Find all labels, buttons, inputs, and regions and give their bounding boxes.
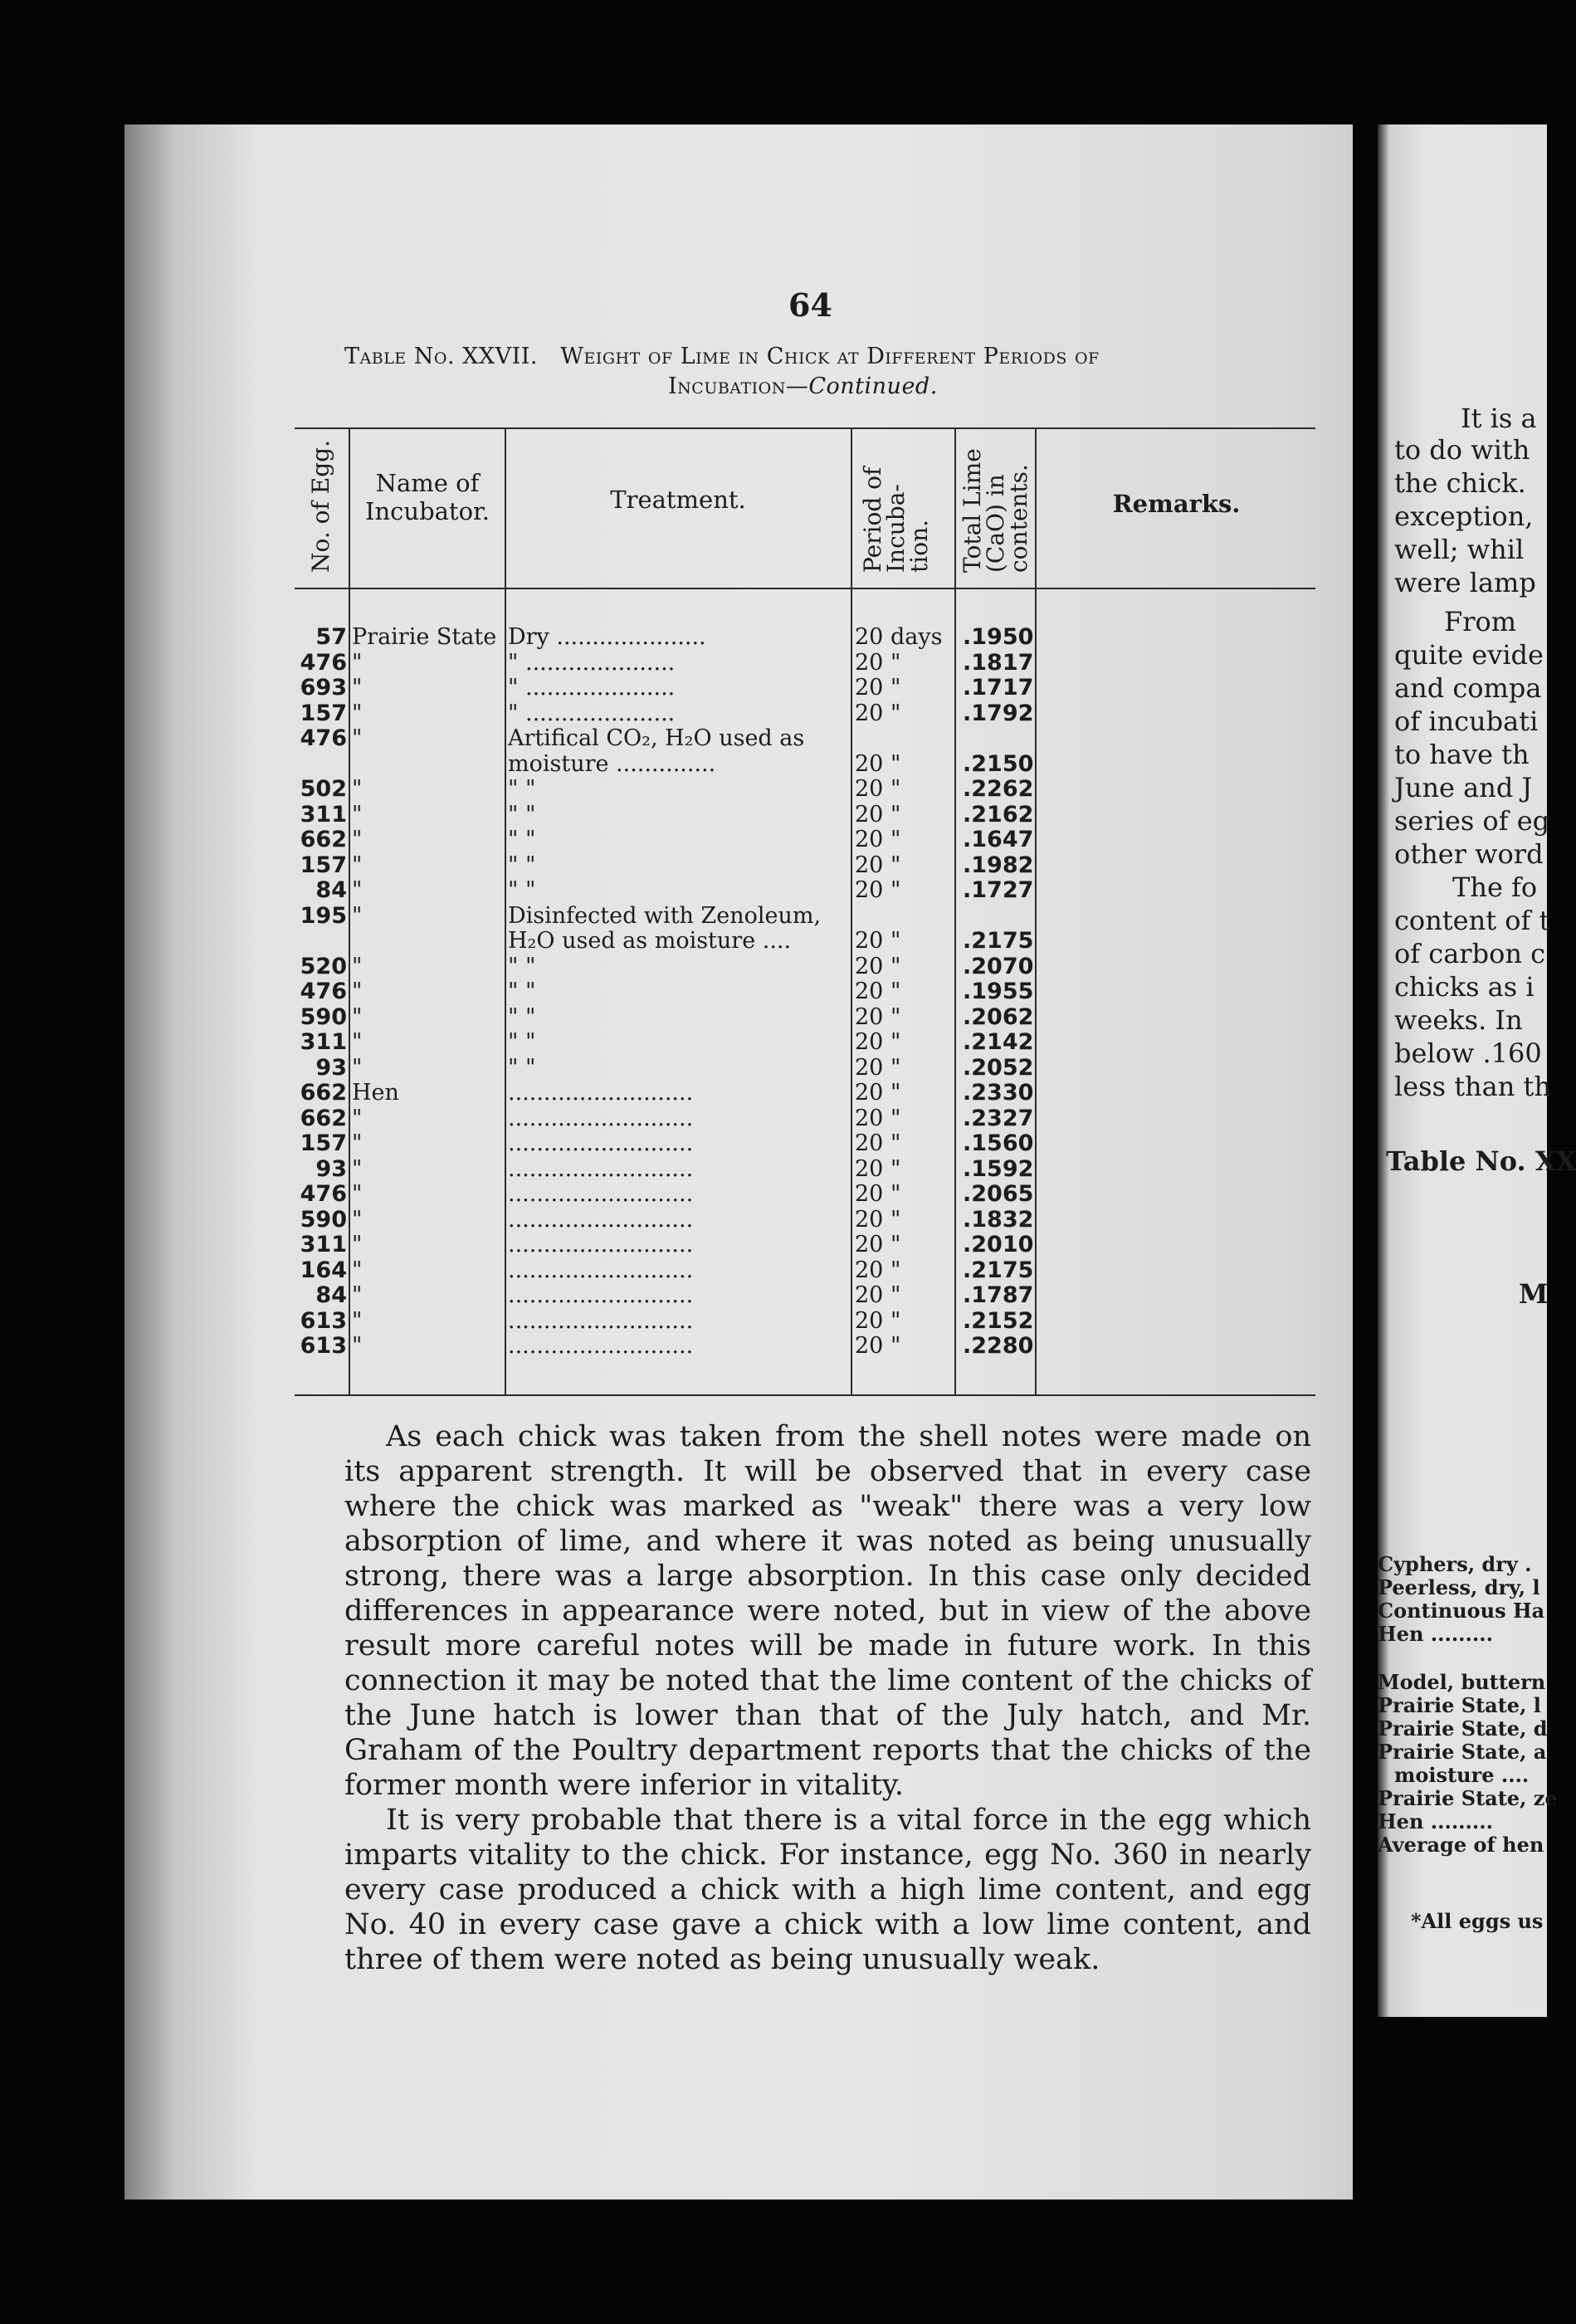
period-cell: 20 " [855, 700, 901, 726]
adjacent-page-text: June and J [1394, 772, 1533, 803]
egg-number-cell: 195 [300, 902, 347, 929]
incubator-cell: Prairie State [352, 624, 497, 650]
lime-cell: .2280 [963, 1333, 1034, 1359]
lime-cell: .2052 [963, 1054, 1034, 1081]
adjacent-page-text: Continuous Ha [1378, 1599, 1545, 1623]
period-cell: 20 " [855, 1105, 901, 1131]
body-text [344, 1419, 1311, 1977]
treatment-cell: .......................... [508, 1105, 694, 1131]
period-cell: 20 " [855, 928, 901, 954]
period-cell: 20 " [855, 1333, 901, 1359]
egg-number-cell: 157 [300, 700, 347, 726]
treatment-cell: " " [508, 801, 536, 828]
adjacent-page-text: Model, buttern [1378, 1670, 1546, 1694]
incubator-cell: " [352, 1307, 363, 1334]
egg-number-cell: 84 [315, 1282, 347, 1308]
caption-title-line1: Weight of Lime in Chick at Different Periods of [560, 344, 1100, 369]
adjacent-page-text: of carbon c [1394, 938, 1546, 969]
lime-cell: .2330 [963, 1080, 1034, 1106]
incubator-cell: " [352, 1333, 363, 1359]
lime-cell: .1817 [963, 649, 1034, 676]
treatment-cell: " ..................... [508, 675, 676, 701]
egg-number-cell: 520 [300, 953, 347, 979]
incubator-cell: " [352, 953, 363, 979]
lime-cell: .2175 [963, 1257, 1034, 1283]
adjacent-page-text: Hen ......... [1378, 1809, 1493, 1833]
adjacent-page-text: The fo [1452, 872, 1538, 903]
period-cell: 20 " [855, 801, 901, 828]
adjacent-page-text: and compa [1394, 672, 1542, 704]
adjacent-page-text: to have th [1394, 739, 1530, 770]
period-cell: 20 " [855, 1003, 901, 1030]
egg-number-cell: 93 [315, 1054, 347, 1081]
egg-number-cell: 476 [300, 1181, 347, 1207]
egg-number-cell: 84 [315, 877, 347, 903]
lime-cell: .1592 [963, 1155, 1034, 1182]
header-remarks: Remarks. [1112, 490, 1241, 518]
paragraph-1: As each chick was taken from the shell notes were made on its apparent strength. It will be observed that in every case where the chick was marked as "weak" there was a very low absorption of lime, and where it was noted as being unusually strong, there was a large absorption. In this case only decided differences in appearance were noted, but in view of the above result more careful notes will be made in future work. In this connection it may be noted that the lime content of the chicks of the June hatch is lower than that of the July hatch, and Mr. Graham of the Poultry department reports that the chicks of the former month were inferior in vitality. [344, 1420, 1311, 1802]
egg-number-cell: 693 [300, 675, 347, 701]
incubator-cell: " [352, 1206, 363, 1233]
lime-cell: .1982 [963, 852, 1034, 878]
period-cell: 20 " [855, 877, 901, 903]
incubator-cell: " [352, 902, 363, 929]
caption-prefix: Table No. XXVII. [344, 344, 538, 369]
paragraph-2: It is very probable that there is a vital force in the egg which imparts vitality to the chick. For instance, egg No. 360 in nearly every case produced a chick with a high lime content, and egg No. 40 in every case gave a chick with a low lime content, and three of them were noted as being unusually weak. [344, 1804, 1311, 1976]
lime-cell: .1950 [963, 624, 1034, 650]
treatment-cell: .......................... [508, 1130, 694, 1156]
incubator-cell: " [352, 776, 363, 802]
adjacent-page-text: below .160 [1394, 1038, 1542, 1069]
lime-cell: .2142 [963, 1029, 1034, 1055]
adjacent-page-text: the chick. [1394, 467, 1526, 499]
egg-number-cell: 57 [315, 624, 347, 650]
adjacent-page-text: Prairie State, d [1378, 1716, 1548, 1741]
adjacent-page-text: Cyphers, dry . [1378, 1552, 1532, 1576]
adjacent-page-text: moisture .... [1394, 1763, 1530, 1787]
egg-number-cell: 311 [300, 801, 347, 828]
caption-title-line2: Incubation [668, 374, 786, 399]
incubator-cell: " [352, 1029, 363, 1055]
header-total-lime: Total Lime (CaO) in contents. [959, 448, 1032, 573]
incubator-cell: " [352, 979, 363, 1004]
period-cell: 20 " [855, 776, 901, 802]
period-cell: 20 " [855, 1282, 901, 1308]
incubator-cell: " [352, 1181, 363, 1207]
period-cell: 20 " [855, 827, 901, 852]
incubator-cell: " [352, 827, 363, 852]
adjacent-page-text: *All eggs us [1411, 1909, 1544, 1933]
treatment-cell: .......................... [508, 1181, 694, 1207]
table-top-rule [295, 427, 1315, 429]
treatment-cell: " " [508, 776, 536, 802]
adjacent-page [1378, 124, 1576, 2017]
treatment-cell: .......................... [508, 1232, 694, 1257]
adjacent-page-text: Average of hen [1378, 1833, 1544, 1857]
treatment-cell: .......................... [508, 1080, 694, 1106]
adjacent-page-text: weeks. In [1394, 1004, 1523, 1036]
adjacent-page-text: Table No. XX [1386, 1145, 1576, 1177]
incubator-cell: " [352, 1105, 363, 1131]
column-divider-1 [349, 427, 350, 1394]
incubator-cell: " [352, 1282, 363, 1308]
egg-number-cell: 590 [300, 1206, 347, 1233]
lime-cell: .2262 [963, 776, 1034, 802]
incubator-cell: Hen [352, 1080, 399, 1106]
period-cell: 20 " [855, 1232, 901, 1257]
incubator-cell: " [352, 801, 363, 828]
egg-number-cell: 311 [300, 1029, 347, 1055]
lime-cell: .1727 [963, 877, 1034, 903]
incubator-cell: " [352, 1054, 363, 1081]
egg-number-cell: 662 [300, 1105, 347, 1131]
adjacent-page-text: Hen ......... [1378, 1622, 1493, 1646]
egg-number-cell: 662 [300, 827, 347, 852]
column-divider-3 [851, 427, 852, 1394]
treatment-cell: " " [508, 852, 536, 878]
adjacent-page-text: Prairie State, a [1378, 1740, 1547, 1764]
column-divider-2 [505, 427, 506, 1394]
egg-number-cell: 311 [300, 1232, 347, 1257]
egg-number-cell: 613 [300, 1307, 347, 1334]
treatment-cell: .......................... [508, 1257, 694, 1283]
adjacent-page-text: From [1444, 606, 1517, 637]
adjacent-page-text: exception, [1394, 500, 1534, 532]
lime-cell: .2070 [963, 953, 1034, 979]
treatment-cell: " " [508, 979, 536, 1004]
treatment-cell: Artifical CO₂, H₂O used as [508, 725, 805, 751]
table-caption [344, 342, 1324, 402]
period-cell: 20 " [855, 1257, 901, 1283]
incubator-cell: " [352, 1130, 363, 1156]
treatment-cell: .......................... [508, 1333, 694, 1359]
treatment-cell: " ..................... [508, 700, 676, 726]
incubator-cell: " [352, 852, 363, 878]
treatment-cell: .......................... [508, 1282, 694, 1308]
treatment-cell: .......................... [508, 1206, 694, 1233]
lime-cell: .1717 [963, 675, 1034, 701]
lime-cell: .1647 [963, 827, 1034, 852]
incubator-cell: " [352, 1232, 363, 1257]
period-cell: 20 " [855, 1130, 901, 1156]
period-cell: 20 " [855, 852, 901, 878]
period-cell: 20 " [855, 1206, 901, 1233]
treatment-cell: " " [508, 1003, 536, 1030]
adjacent-page-text: quite evide [1394, 639, 1544, 671]
egg-number-cell: 613 [300, 1333, 347, 1359]
table-header-rule [295, 588, 1315, 589]
treatment-cell: .......................... [508, 1155, 694, 1182]
egg-number-cell: 590 [300, 1003, 347, 1030]
period-cell: 20 " [855, 1080, 901, 1106]
header-egg-number: No. of Egg. [307, 440, 334, 573]
treatment-cell: " " [508, 877, 536, 903]
period-cell: 20 days [855, 624, 943, 650]
adjacent-page-text: were lamp [1394, 567, 1536, 598]
lime-cell: .2010 [963, 1232, 1034, 1257]
lime-cell: .1792 [963, 700, 1034, 726]
egg-number-cell: 476 [300, 725, 347, 751]
treatment-cell: H₂O used as moisture .... [508, 928, 792, 954]
lime-cell: .2150 [963, 750, 1034, 777]
adjacent-page-text: to do with [1394, 434, 1530, 466]
treatment-cell: .......................... [508, 1307, 694, 1334]
egg-number-cell: 476 [300, 979, 347, 1004]
caption-continued: —Continued. [785, 374, 938, 399]
incubator-cell: " [352, 877, 363, 903]
incubator-cell: " [352, 1003, 363, 1030]
adjacent-page-text: Peerless, dry, l [1378, 1575, 1540, 1599]
egg-number-cell: 476 [300, 649, 347, 676]
lime-cell: .1955 [963, 979, 1034, 1004]
adjacent-page-text: chicks as i [1394, 971, 1535, 1003]
treatment-cell: " " [508, 1029, 536, 1055]
period-cell: 20 " [855, 1054, 901, 1081]
period-cell: 20 " [855, 1029, 901, 1055]
incubator-cell: " [352, 675, 363, 701]
lime-cell: .2065 [963, 1181, 1034, 1207]
lime-cell: .2327 [963, 1105, 1034, 1131]
header-incubator: Name of Incubator. [365, 469, 490, 525]
page-number: 64 [788, 286, 832, 324]
treatment-cell: Disinfected with Zenoleum, [508, 902, 822, 929]
adjacent-page-text: less than th [1394, 1071, 1551, 1102]
adjacent-page-text: Prairie State, ze [1378, 1786, 1558, 1810]
period-cell: 20 " [855, 953, 901, 979]
incubator-cell: " [352, 649, 363, 676]
treatment-cell: " " [508, 827, 536, 852]
period-cell: 20 " [855, 649, 901, 676]
adjacent-page-text: Prairie State, l [1378, 1693, 1541, 1717]
incubator-cell: " [352, 1155, 363, 1182]
table-bottom-rule [295, 1394, 1315, 1396]
period-cell: 20 " [855, 1181, 901, 1207]
treatment-cell: " " [508, 953, 536, 979]
column-divider-5 [1035, 427, 1037, 1394]
adjacent-page-text: of incubati [1394, 706, 1539, 737]
lime-cell: .1832 [963, 1206, 1034, 1233]
egg-number-cell: 502 [300, 776, 347, 802]
egg-number-cell: 157 [300, 852, 347, 878]
period-cell: 20 " [855, 675, 901, 701]
treatment-cell: Dry ..................... [508, 624, 706, 650]
incubator-cell: " [352, 725, 363, 751]
header-treatment: Treatment. [610, 486, 746, 514]
adjacent-page-text: It is a [1461, 403, 1537, 434]
period-cell: 20 " [855, 750, 901, 777]
incubator-cell: " [352, 700, 363, 726]
treatment-cell: " " [508, 1054, 536, 1081]
incubator-cell: " [352, 1257, 363, 1283]
period-cell: 20 " [855, 1307, 901, 1334]
adjacent-page-text: well; whil [1394, 534, 1525, 565]
lime-cell: .2175 [963, 928, 1034, 954]
lime-cell: .2152 [963, 1307, 1034, 1334]
adjacent-page-text: series of eg [1394, 805, 1550, 837]
lime-cell: .1560 [963, 1130, 1034, 1156]
lime-cell: .1787 [963, 1282, 1034, 1308]
lime-cell: .2062 [963, 1003, 1034, 1030]
egg-number-cell: 93 [315, 1155, 347, 1182]
treatment-cell: moisture .............. [508, 750, 716, 777]
egg-number-cell: 157 [300, 1130, 347, 1156]
adjacent-page-text: other word [1394, 838, 1544, 870]
header-period: Period of Incuba- tion. [859, 466, 933, 573]
period-cell: 20 " [855, 979, 901, 1004]
adjacent-page-text: M [1519, 1278, 1549, 1310]
treatment-cell: " ..................... [508, 649, 676, 676]
lime-cell: .2162 [963, 801, 1034, 828]
period-cell: 20 " [855, 1155, 901, 1182]
egg-number-cell: 164 [300, 1257, 347, 1283]
egg-number-cell: 662 [300, 1080, 347, 1106]
adjacent-page-text: content of t [1394, 905, 1550, 936]
